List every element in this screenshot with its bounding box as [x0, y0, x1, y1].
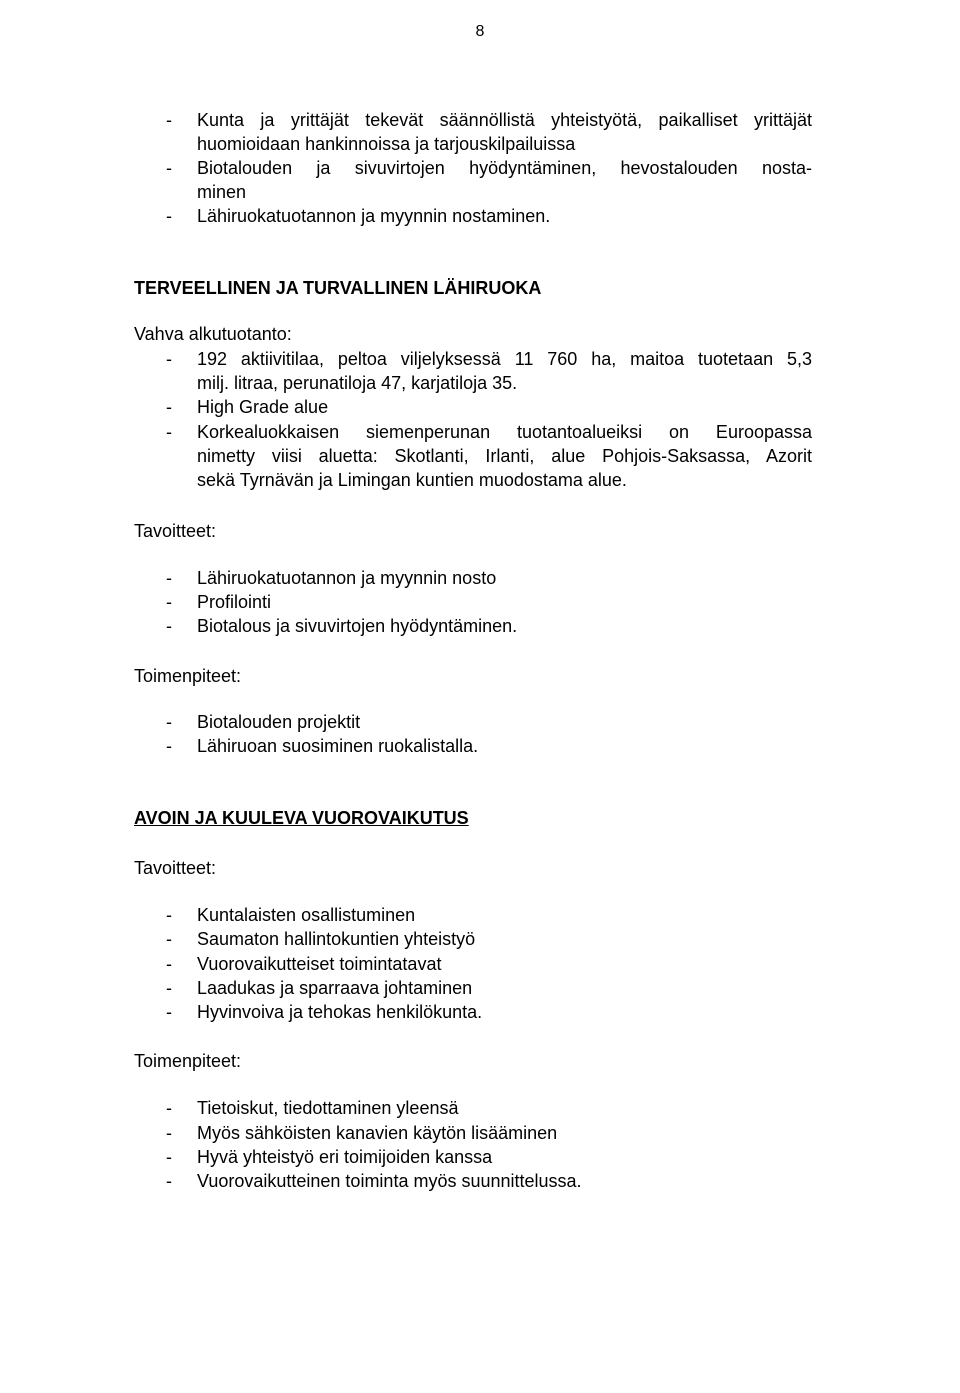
list-bullet: - [166, 954, 172, 974]
list-item: Korkealuokkaisen siemenperunan tuotantoalueiksi on Euroopassa [197, 422, 812, 442]
goal-item: Biotalous ja sivuvirtojen hyödyntäminen. [197, 616, 518, 636]
list-item-continuation: milj. litraa, perunatiloja 47, karjatiloja 35. [197, 373, 518, 393]
actions-label: Toimenpiteet: [134, 1051, 242, 1071]
list-bullet: - [166, 905, 172, 925]
goal-item: Hyvinvoiva ja tehokas henkilökunta. [197, 1002, 483, 1022]
list-bullet: - [166, 736, 172, 756]
list-item: 192 aktiivitilaa, peltoa viljelyksessä 11 760 ha, maitoa tuotetaan 5,3 [197, 349, 812, 369]
list-bullet: - [166, 158, 172, 178]
goal-item: Profilointi [197, 592, 272, 612]
actions-label: Toimenpiteet: [134, 666, 242, 686]
list-item: Biotalouden ja sivuvirtojen hyödyntäminen, hevostalouden nosta- [197, 158, 812, 178]
action-item: Tietoiskut, tiedottaminen yleensä [197, 1098, 459, 1118]
goals-label: Tavoitteet: [134, 858, 217, 878]
list-bullet: - [166, 1098, 172, 1118]
list-bullet: - [166, 616, 172, 636]
list-item: High Grade alue [197, 397, 329, 417]
goal-item: Vuorovaikutteiset toimintatavat [197, 954, 442, 974]
action-item: Myös sähköisten kanavien käytön lisääminen [197, 1123, 558, 1143]
goal-item: Saumaton hallintokuntien yhteistyö [197, 929, 476, 949]
list-bullet: - [166, 110, 172, 130]
action-item: Vuorovaikutteinen toiminta myös suunnittelussa. [197, 1171, 582, 1191]
action-item: Hyvä yhteistyö eri toimijoiden kanssa [197, 1147, 493, 1167]
list-bullet: - [166, 978, 172, 998]
list-item: Lähiruokatuotannon ja myynnin nostaminen. [197, 206, 551, 226]
list-bullet: - [166, 1002, 172, 1022]
subheading: Vahva alkutuotanto: [134, 324, 292, 344]
goal-item: Kuntalaisten osallistuminen [197, 905, 416, 925]
list-item: Kunta ja yrittäjät tekevät säännöllistä yhteistyötä, paikalliset yrittäjät [197, 110, 812, 130]
list-bullet: - [166, 397, 172, 417]
list-bullet: - [166, 1147, 172, 1167]
list-bullet: - [166, 568, 172, 588]
list-item-continuation: sekä Tyrnävän ja Limingan kuntien muodostama alue. [197, 470, 627, 490]
list-item-continuation: nimetty viisi aluetta: Skotlanti, Irlanti, alue Pohjois-Saksassa, Azorit [197, 446, 812, 466]
action-item: Biotalouden projektit [197, 712, 361, 732]
action-item: Lähiruoan suosiminen ruokalistalla. [197, 736, 479, 756]
goal-item: Laadukas ja sparraava johtaminen [197, 978, 473, 998]
list-bullet: - [166, 1171, 172, 1191]
goals-label: Tavoitteet: [134, 521, 217, 541]
page-number: 8 [475, 23, 485, 40]
list-bullet: - [166, 929, 172, 949]
section-title: TERVEELLINEN JA TURVALLINEN LÄHIRUOKA [134, 278, 542, 298]
list-bullet: - [166, 1123, 172, 1143]
list-bullet: - [166, 349, 172, 369]
section-title: AVOIN JA KUULEVA VUOROVAIKUTUS [134, 808, 469, 828]
goal-item: Lähiruokatuotannon ja myynnin nosto [197, 568, 497, 588]
list-bullet: - [166, 206, 172, 226]
list-item-continuation: huomioidaan hankinnoissa ja tarjouskilpailuissa [197, 134, 576, 154]
list-bullet: - [166, 592, 172, 612]
list-bullet: - [166, 712, 172, 732]
list-item-continuation: minen [197, 182, 247, 202]
list-bullet: - [166, 422, 172, 442]
